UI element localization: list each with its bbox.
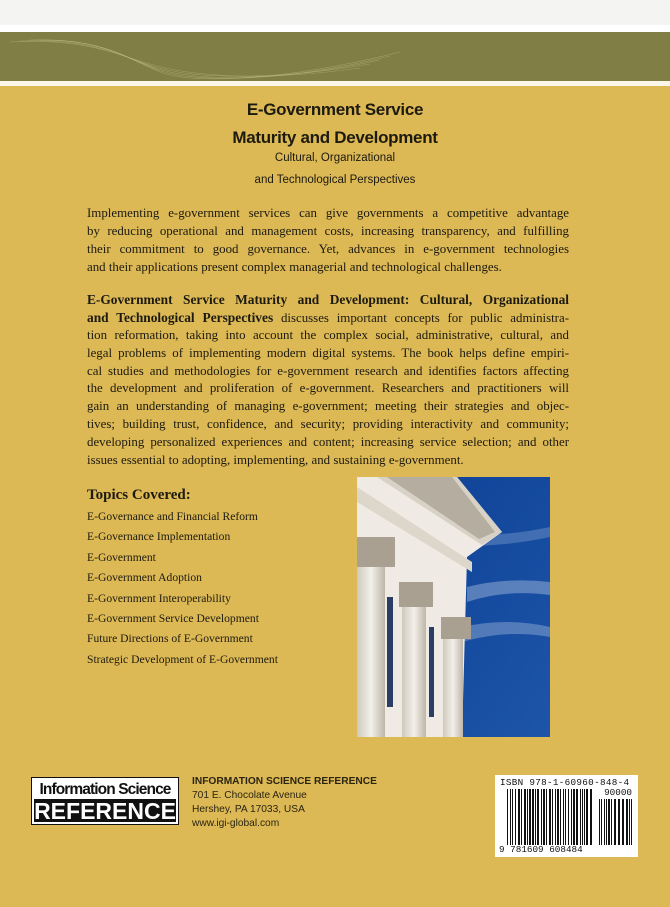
text-line: their commitment to good governance. Yet, advances in e-government technologies [87, 241, 569, 256]
text-line: the development and proliferation of e-government. Researchers and practitioners will [87, 381, 569, 396]
publisher-address [192, 775, 377, 831]
book-title-bold: E-Government Service Maturity and Development: Cultural, Organizational [87, 292, 569, 307]
text-line: tion reformation, taking into account the complex social, administrative, cultural, and [87, 327, 569, 342]
top-margin [0, 0, 670, 25]
text-line: issues essential to adopting, implementing, and sustaining e-government. [87, 453, 464, 468]
topic-item: E-Governance Implementation [87, 530, 231, 544]
topic-item: Strategic Development of E-Government [87, 652, 278, 666]
publisher-street: 701 E. Chocolate Avenue [192, 790, 307, 801]
book-title-line1: E-Government Service [246, 100, 424, 119]
topic-item: E-Government [87, 550, 156, 564]
publisher-logo [32, 778, 178, 824]
publisher-name: INFORMATION SCIENCE REFERENCE [192, 776, 377, 787]
divider-line [0, 81, 670, 86]
text-line: tives; building trust, confidence, and security; providing interactivity and community; [87, 417, 569, 432]
divider-line [0, 25, 670, 32]
topics-list [87, 509, 278, 672]
decorative-band [0, 32, 670, 81]
isbn-text: ISBN 978-1-60960-848-4 [500, 777, 630, 788]
description-paragraph [87, 291, 569, 470]
text-line: cal studies and methodologies for e-government research and identifies factors affecting [87, 363, 569, 378]
text-line: legal problems of implementing modern digital systems. The book helps define empiri- [87, 345, 569, 360]
logo-text-bottom: REFERENCE [34, 798, 176, 824]
price-code: 90000 [604, 787, 632, 798]
text-segment: discusses important concepts for public administra- [273, 310, 569, 325]
topic-item: E-Government Service Development [87, 611, 259, 625]
text-line [87, 309, 569, 327]
text-line: and their applications present complex managerial and technological challenges. [87, 259, 502, 274]
text-line: by reducing operational and management costs, increasing transparency, and fulfilling [87, 223, 569, 238]
barcode-digits: 9 781609 608484 [499, 844, 583, 855]
isbn-barcode [495, 775, 638, 857]
book-subtitle-line2: and Technological Perspectives [254, 174, 416, 186]
topic-item: E-Government Interoperability [87, 591, 231, 605]
text-line: developing personalized experiences and content; increasing service selection; and other [87, 435, 569, 450]
topic-item: E-Government Adoption [87, 571, 202, 585]
columns-photo [357, 477, 550, 737]
book-title-bold: and Technological Perspectives [87, 309, 274, 325]
topic-item: E-Governance and Financial Reform [87, 510, 258, 523]
publisher-city: Hershey, PA 17033, USA [192, 804, 305, 815]
book-subtitle-line1: Cultural, Organizational [274, 152, 396, 164]
intro-paragraph [87, 205, 569, 277]
wave-decoration-icon [0, 32, 670, 81]
topics-heading: Topics Covered: [87, 487, 191, 503]
topic-item: Future Directions of E-Government [87, 632, 253, 646]
publisher-website: www.igi-global.com [192, 818, 280, 829]
text-line: gain an understanding of managing e-government; meeting their strategies and objec- [87, 399, 569, 414]
text-line: Implementing e-government services can give governments a competitive advantage [87, 206, 569, 220]
text-line [87, 291, 569, 309]
book-title-line2: Maturity and Development [232, 128, 438, 147]
logo-text-top: Information Science [34, 780, 176, 799]
